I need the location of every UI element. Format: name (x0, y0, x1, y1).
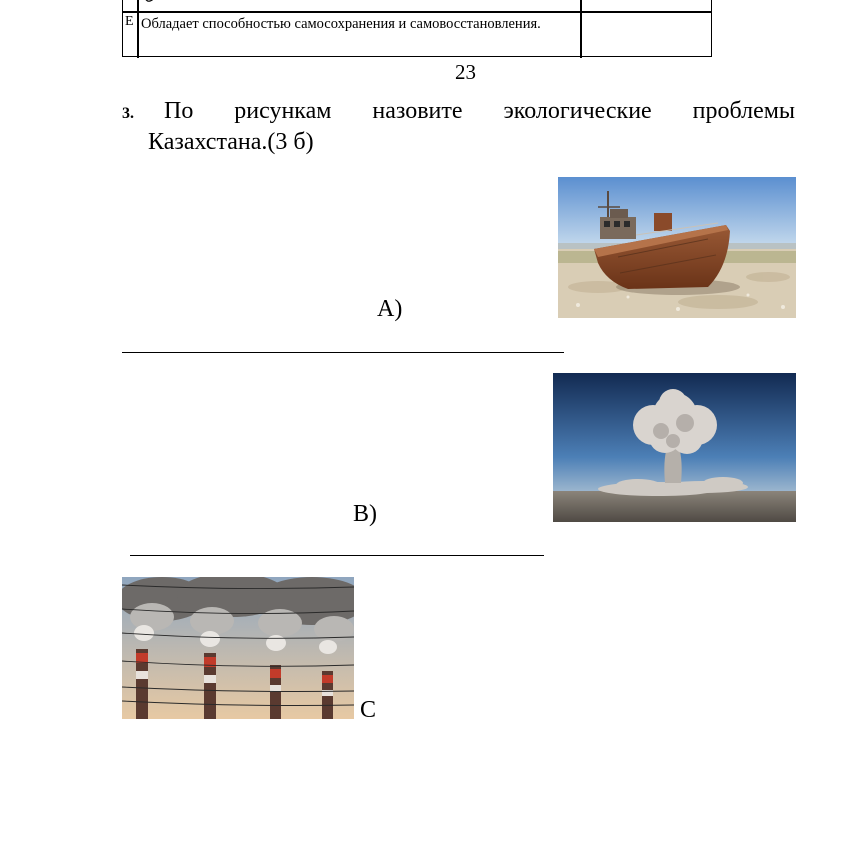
cut-off-text-fragment (144, 0, 156, 3)
answer-label-c: C (360, 697, 377, 723)
answer-line-b[interactable] (130, 555, 544, 556)
table-column-divider (137, 0, 139, 58)
question-text-line2: Казахстана.(3 б) (148, 129, 314, 155)
question-word: рисункам (234, 98, 332, 124)
nuclear-explosion-image (553, 373, 796, 522)
answer-line-a[interactable] (122, 352, 564, 353)
question-text-line1 (164, 98, 795, 125)
question-word: проблемы (692, 98, 796, 124)
question-word: назовите (372, 98, 463, 124)
answer-label-a: A) (377, 296, 403, 322)
table-row-text: Обладает способностью самосохранения и самовосстановления. (141, 16, 541, 32)
table-row-letter: E (125, 14, 134, 29)
criteria-table (122, 0, 712, 59)
page-number: 23 (455, 60, 476, 84)
question-word: По (164, 98, 194, 124)
table-row-divider (122, 11, 712, 13)
question-number: 3. (122, 105, 134, 122)
factory-smokestacks-image (122, 577, 354, 719)
stranded-ship-image (558, 177, 796, 318)
answer-label-b: B) (353, 501, 377, 527)
table-column-divider (580, 0, 582, 58)
question-word: экологические (503, 98, 652, 124)
